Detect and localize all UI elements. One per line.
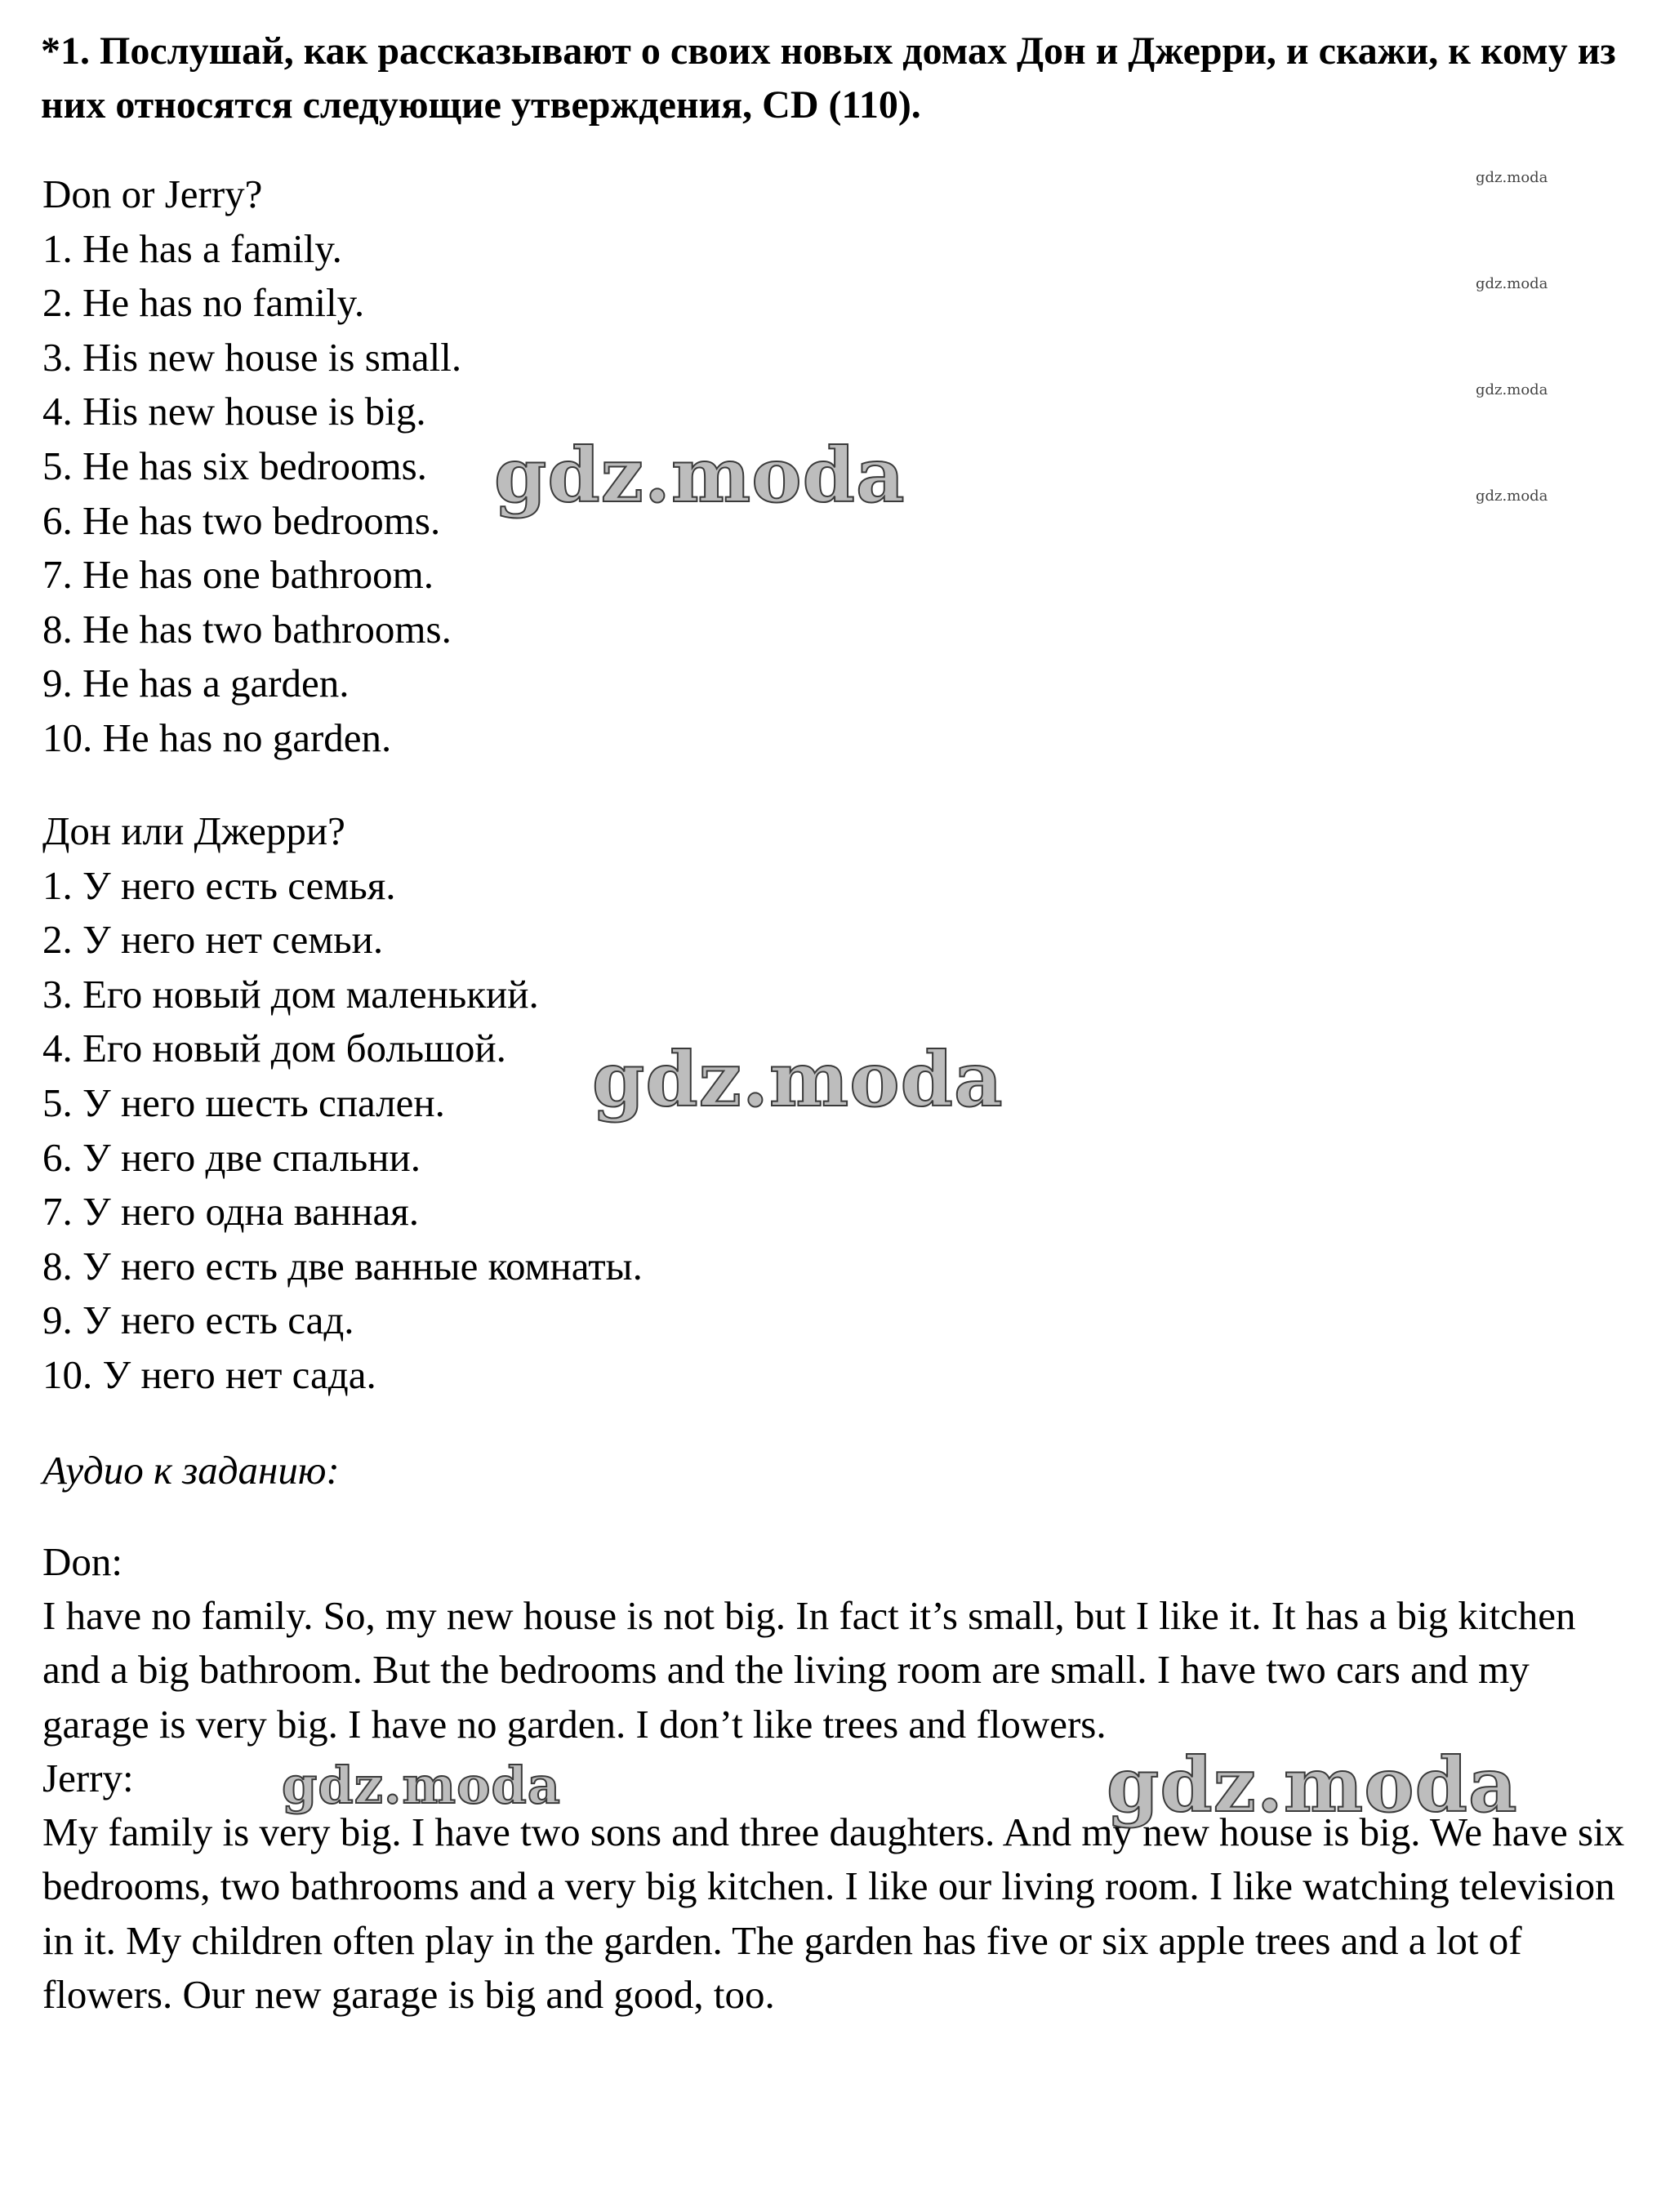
list-item: 6. He has two bedrooms. — [42, 497, 441, 543]
watermark-small: gdz.moda — [1476, 275, 1548, 292]
russian-statements — [42, 804, 643, 1403]
list-item: 9. У него есть сад. — [42, 1297, 354, 1343]
watermark: gdz.moda — [282, 1756, 561, 1815]
list-item: 4. His new house is big. — [42, 389, 426, 434]
task-title: *1. Послушай, как рассказывают о своих новых домах Дон и Джерри, и скажи, к кому из них относятся следующие утверждения, CD (110). — [41, 29, 1616, 127]
audio-label: Аудио к заданию: — [42, 1448, 340, 1493]
list-item: 10. He has no garden. — [42, 714, 392, 760]
speaker-don-text: I have no family. So, my new house is not big. In fact it’s small, but I like it. It has a big kitchen and a big bathroom. But the bedrooms and the living room are small. I have two cars and my garage is very big. I have no garden. I don’t like trees and flowers. — [42, 1593, 1576, 1747]
list-item: 1. У него есть семья. — [42, 862, 396, 908]
watermark-small: gdz.moda — [1476, 381, 1548, 398]
list-item: 4. Его новый дом большой. — [42, 1026, 506, 1071]
speaker-jerry-text: My family is very big. I have two sons and three daughters. And my new house is big. We have six bedrooms, two bathrooms and a very big kitchen. I like our living room. I like watching television in it. My children often play in the garden. The garden has five or six apple trees and a lot of flowers. Our new garage is big and good, too. — [42, 1809, 1625, 2018]
english-heading: Don or Jerry? — [42, 171, 263, 216]
list-item: 7. He has one bathroom. — [42, 552, 434, 598]
list-item: 3. Его новый дом маленький. — [42, 971, 539, 1017]
list-item: 3. His new house is small. — [42, 334, 462, 380]
speaker-jerry-name: Jerry: — [42, 1756, 134, 1800]
english-statements — [42, 167, 461, 766]
watermark-small: gdz.moda — [1476, 487, 1548, 505]
list-item: 7. У него одна ванная. — [42, 1189, 420, 1235]
list-item: 8. He has two bathrooms. — [42, 606, 452, 652]
watermark: gdz.moda — [1107, 1741, 1518, 1829]
russian-heading: Дон или Джерри? — [42, 808, 345, 853]
watermark: gdz.moda — [494, 431, 906, 519]
list-item: 2. У него нет семьи. — [42, 917, 384, 963]
list-item: 6. У него две спальни. — [42, 1134, 421, 1180]
list-item: 5. He has six bedrooms. — [42, 443, 427, 488]
list-item: 10. У него нет сада. — [42, 1351, 376, 1397]
list-item: 5. У него шесть спален. — [42, 1079, 445, 1125]
watermark: gdz.moda — [592, 1035, 1004, 1124]
list-item: 2. He has no family. — [42, 280, 365, 326]
speaker-don-name: Don: — [42, 1539, 122, 1584]
watermark-small: gdz.moda — [1476, 169, 1548, 186]
list-item: 9. He has a garden. — [42, 661, 350, 706]
list-item: 8. У него есть две ванные комнаты. — [42, 1243, 643, 1288]
list-item: 1. He has a family. — [42, 225, 342, 271]
